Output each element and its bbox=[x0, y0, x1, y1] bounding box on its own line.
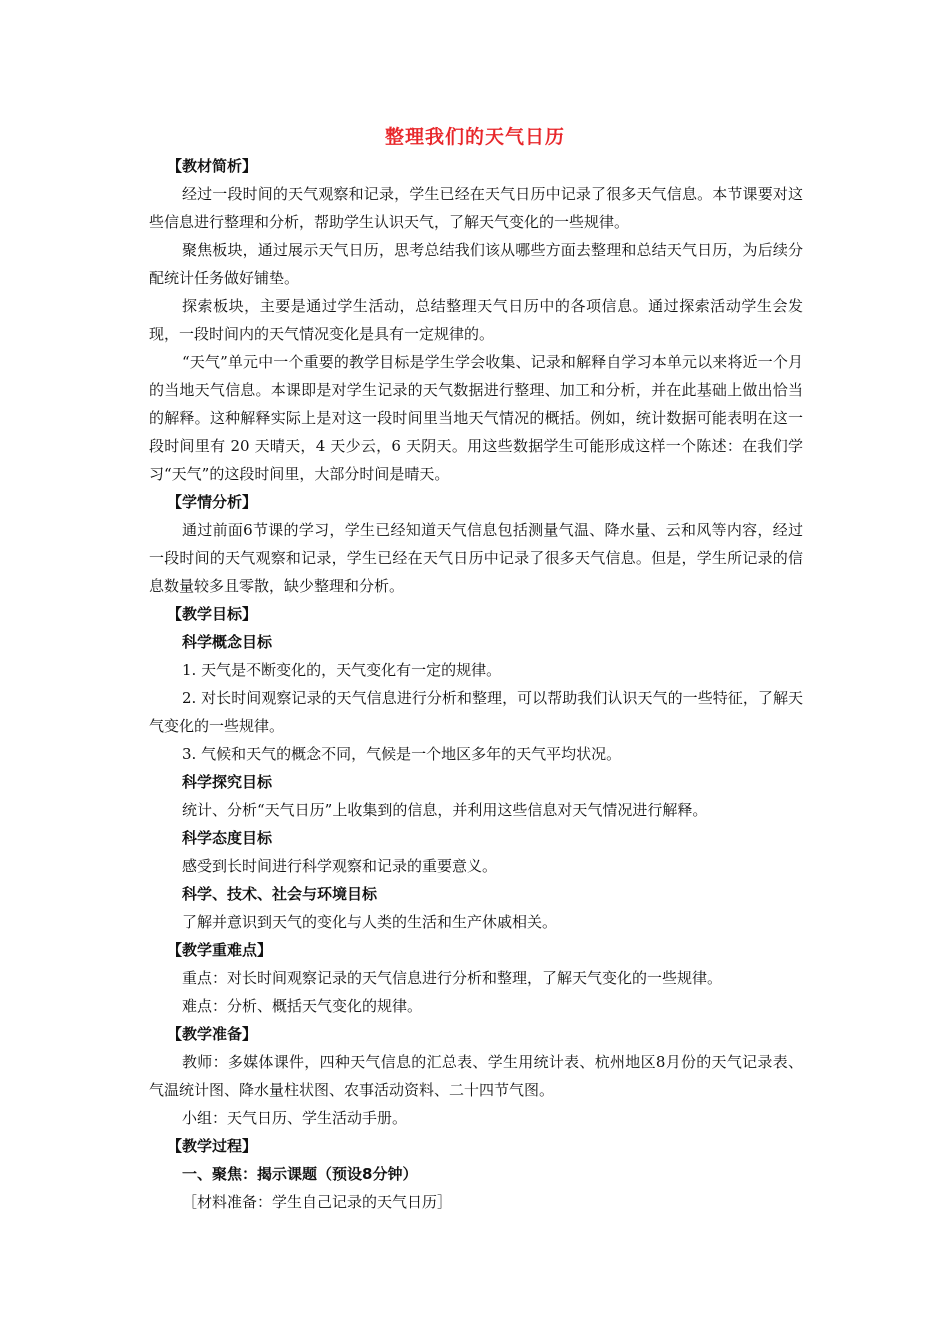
heading-student-analysis: 【学情分析】 bbox=[167, 493, 258, 511]
paragraph: 通过前面6节课的学习，学生已经知道天气信息包括测量气温、降水量、云和风等内容，经过一段时间的天气观察和记录，学生已经在天气日历中记录了很多天气信息。但是，学生所记录的信息数量较多且零散，缺少整理和分析。 bbox=[149, 521, 803, 595]
subheading-step-1: 一、聚焦：揭示课题（预设8分钟） bbox=[182, 1165, 418, 1183]
heading-textbook-analysis: 【教材简析】 bbox=[167, 157, 258, 175]
heading-preparation: 【教学准备】 bbox=[167, 1025, 258, 1043]
goal-item: 3. 气候和天气的概念不同，气候是一个地区多年的天气平均状况。 bbox=[182, 745, 622, 763]
subheading-inquiry-goals: 科学探究目标 bbox=[182, 773, 273, 791]
subheading-concept-goals: 科学概念目标 bbox=[182, 633, 273, 651]
subheading-attitude-goals: 科学态度目标 bbox=[182, 829, 273, 847]
goal-item: 2. 对长时间观察记录的天气信息进行分析和整理，可以帮助我们认识天气的一些特征，了解天气变化的一些规律。 bbox=[149, 689, 803, 735]
key-point: 重点：对长时间观察记录的天气信息进行分析和整理，了解天气变化的一些规律。 bbox=[182, 969, 723, 987]
document-body bbox=[149, 152, 803, 1216]
goal-item: 1. 天气是不断变化的，天气变化有一定的规律。 bbox=[182, 661, 502, 679]
paragraph: 探索板块，主要是通过学生活动，总结整理天气日历中的各项信息。通过探索活动学生会发现，一段时间内的天气情况变化是具有一定规律的。 bbox=[149, 297, 803, 343]
heading-process: 【教学过程】 bbox=[167, 1137, 258, 1155]
paragraph: 小组：天气日历、学生活动手册。 bbox=[182, 1109, 408, 1127]
heading-teaching-goals: 【教学目标】 bbox=[167, 605, 258, 623]
paragraph: 教师：多媒体课件，四种天气信息的汇总表、学生用统计表、杭州地区8月份的天气记录表、气温统计图、降水量柱状图、农事活动资料、二十四节气图。 bbox=[149, 1053, 803, 1099]
paragraph: 聚焦板块，通过展示天气日历，思考总结我们该从哪些方面去整理和总结天气日历，为后续分配统计任务做好铺垫。 bbox=[149, 241, 803, 287]
materials-note: ［材料准备：学生自己记录的天气日历］ bbox=[182, 1193, 453, 1211]
paragraph: 感受到长时间进行科学观察和记录的重要意义。 bbox=[182, 857, 498, 875]
paragraph: 了解并意识到天气的变化与人类的生活和生产休戚相关。 bbox=[182, 913, 558, 931]
document-title: 整理我们的天气日历 bbox=[384, 126, 565, 148]
heading-key-points: 【教学重难点】 bbox=[167, 941, 273, 959]
difficult-point: 难点：分析、概括天气变化的规律。 bbox=[182, 997, 423, 1015]
subheading-sts-goals: 科学、技术、社会与环境目标 bbox=[182, 885, 378, 903]
paragraph: 统计、分析“天气日历”上收集到的信息，并利用这些信息对天气情况进行解释。 bbox=[182, 801, 708, 819]
paragraph: 经过一段时间的天气观察和记录，学生已经在天气日历中记录了很多天气信息。本节课要对这些信息进行整理和分析，帮助学生认识天气，了解天气变化的一些规律。 bbox=[149, 185, 803, 231]
paragraph: “天气”单元中一个重要的教学目标是学生学会收集、记录和解释自学习本单元以来将近一个月的当地天气信息。本课即是对学生记录的天气数据进行整理、加工和分析，并在此基础上做出恰当的解释。这种解释实际上是对这一段时间里当地天气情况的概括。例如，统计数据可能表明在这一段时间里有 20 天晴天，4 天少云，6 天阴天。用这些数据学生可能形成这样一个陈述：在我们学习“天气”的这段时间里，大部分时间是晴天。 bbox=[149, 353, 803, 483]
